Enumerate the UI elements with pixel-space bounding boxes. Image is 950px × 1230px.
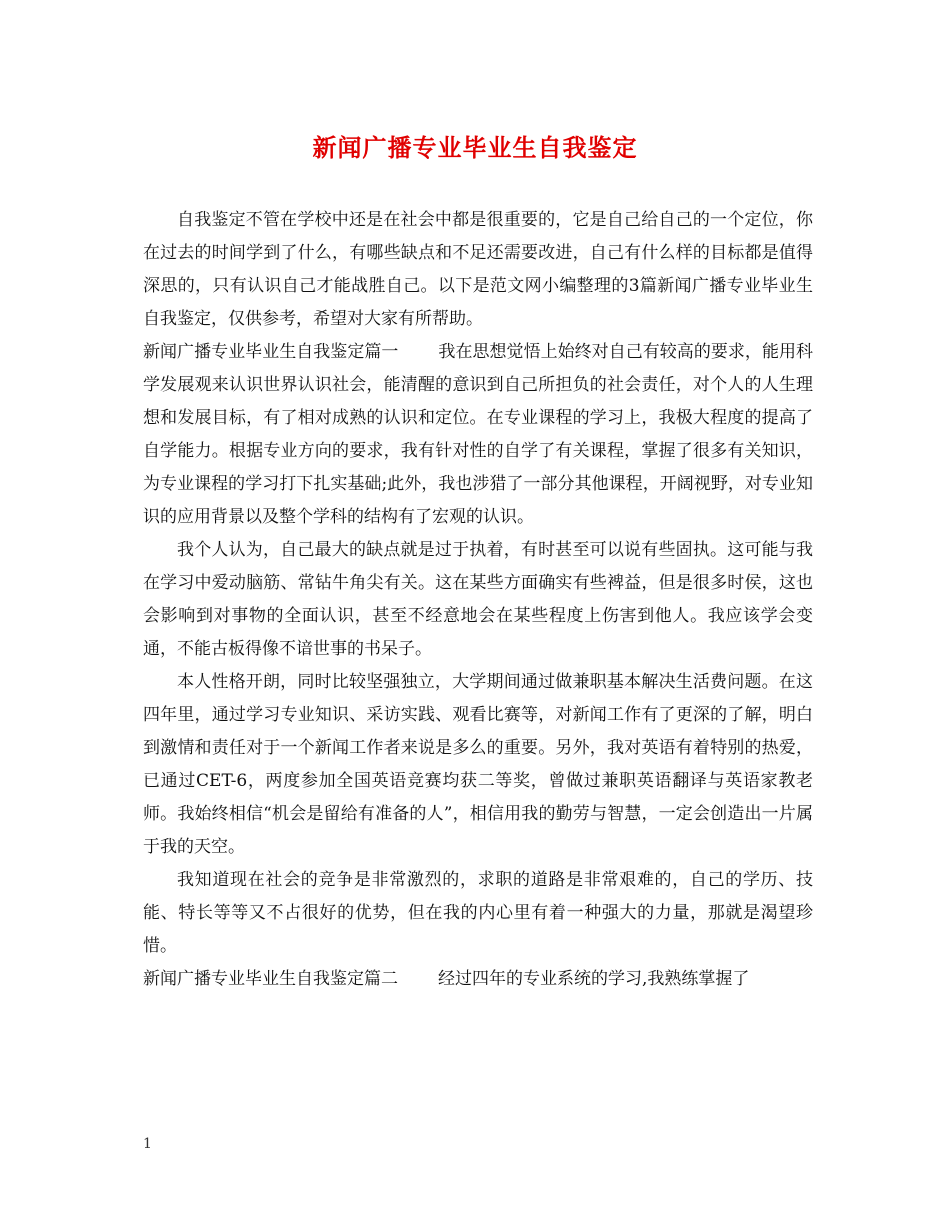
section-two-text: 经过四年的专业系统的学习,我熟练掌握了 (438, 969, 750, 989)
paragraph-weakness: 我个人认为，自己最大的缺点就是过于执着，有时甚至可以说有些固执。这可能与我在学习中爱动脑筋、常钻牛角尖有关。这在某些方面确实有些裨益，但是很多时侯，这也会影响到对事物的全面认识，甚至不经意地会在某些程度上伤害到他人。我应该学会变通，不能古板得像不谙世事的书呆子。 (143, 540, 813, 659)
intro-paragraph: 自我鉴定不管在学校中还是在社会中都是很重要的，它是自己给自己的一个定位，你在过去的时间学到了什么，有哪些缺点和不足还需要改进，自己有什么样的目标都是值得深思的，只有认识自己才能战胜自己。以下是范文网小编整理的3篇新闻广播专业毕业生自我鉴定，仅供参考，希望对大家有所帮助。 (143, 210, 813, 329)
section-one-paragraph (143, 336, 813, 534)
page-number: 1 (143, 1136, 152, 1152)
paragraph-personality: 本人性格开朗，同时比较坚强独立，大学期间通过做兼职基本解决生活费问题。在这四年里，通过学习专业知识、采访实践、观看比赛等，对新闻工作有了更深的了解，明白到激情和责任对于一个新闻工作者来说是多么的重要。另外，我对英语有着特别的热爱，已通过CET-6，两度参加全国英语竞赛均获二等奖，曾做过兼职英语翻译与英语家教老师。我始终相信“机会是留给有准备的人”，相信用我的勤劳与智慧，一定会创造出一片属于我的天空。 (143, 672, 813, 857)
section-one-heading: 新闻广播专业毕业生自我鉴定篇一 (143, 342, 399, 362)
section-one-text: 我在思想觉悟上始终对自己有较高的要求，能用科学发展观来认识世界认识社会，能清醒的意识到自己所担负的社会责任，对个人的人生理想和发展目标，有了相对成熟的认识和定位。在专业课程的学习上，我极大程度的提高了自学能力。根据专业方向的要求，我有针对性的自学了有关课程，掌握了很多有关知识，为专业课程的学习打下扎实基础;此外，我也涉猎了一部分其他课程，开阔视野，对专业知识的应用背景以及整个学科的结构有了宏观的认识。 (143, 342, 813, 527)
section-two-paragraph (143, 963, 813, 996)
section-two-heading: 新闻广播专业毕业生自我鉴定篇二 (143, 969, 398, 989)
paragraph-competition: 我知道现在社会的竞争是非常激烈的，求职的道路是非常艰难的，自己的学历、技能、特长等等又不占很好的优势，但在我的内心里有着一种强大的力量，那就是渴望珍惜。 (143, 870, 813, 956)
document-body (143, 204, 813, 996)
document-title: 新闻广播专业毕业生自我鉴定 (312, 133, 638, 162)
